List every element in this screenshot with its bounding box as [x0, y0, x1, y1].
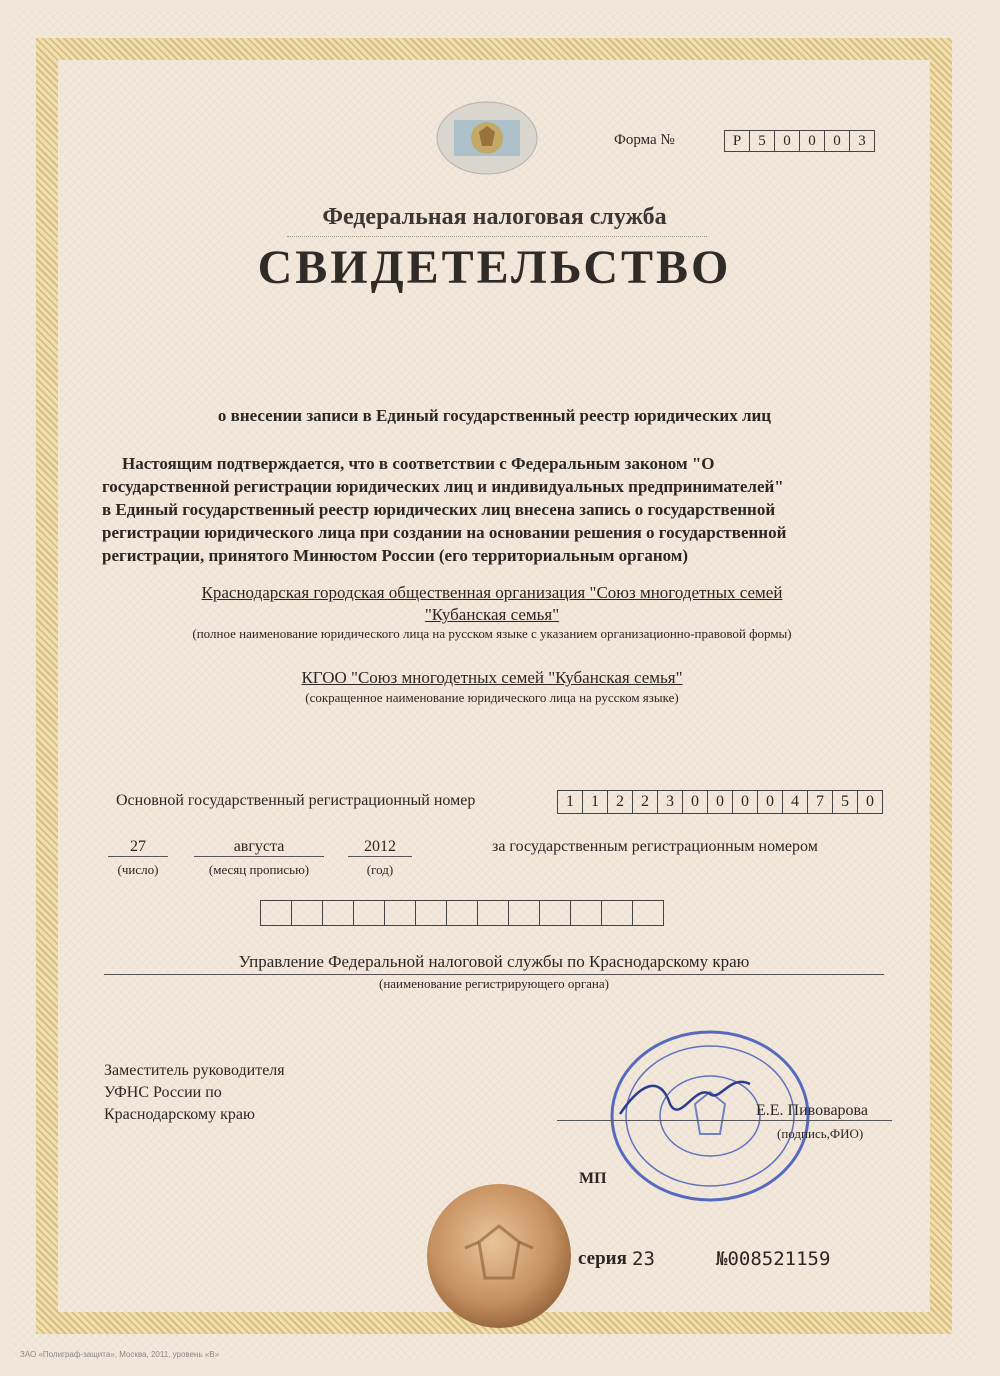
confirmation-line: регистрации, принятого Минюстом России (его территориальным органом) [102, 546, 689, 565]
ogrn-label: Основной государственный регистрационный номер [116, 792, 476, 809]
date-day-hint: (число) [117, 862, 159, 877]
ogrn-digit: 0 [683, 791, 708, 813]
series-label: серия [578, 1248, 627, 1269]
entity-full-name-line: Краснодарская городская общественная организация "Союз многодетных семей [201, 583, 783, 602]
agency-title: Федеральная налоговая служба [322, 204, 667, 230]
ogrn-digit: 2 [608, 791, 633, 813]
signer-name: Е.Е. Пивоварова [756, 1102, 868, 1119]
entity-full-name-hint: (полное наименование юридического лица на русском языке с указанием организационно-правовой формы) [192, 626, 792, 641]
date-year-hint: (год) [366, 862, 394, 877]
certificate-page [12, 12, 977, 1360]
ogrn-digit: 1 [558, 791, 583, 813]
signer-position [104, 1060, 285, 1126]
signature-hint: (подпись,ФИО) [777, 1126, 864, 1141]
form-code-cell: Р [725, 131, 750, 151]
ogrn-digit: 7 [808, 791, 833, 813]
ogrn-digit: 0 [708, 791, 733, 813]
signer-position-line: Заместитель руководителя [104, 1062, 285, 1079]
reg-number-cell [571, 901, 602, 925]
reg-number-cell [447, 901, 478, 925]
reg-number-cell [261, 901, 292, 925]
date-year: 2012 [348, 838, 412, 857]
signer-position-line: УФНС России по [104, 1084, 222, 1101]
confirmation-line: государственной регистрации юридических лиц и индивидуальных предпринимателей" [102, 477, 784, 496]
reg-number-cell [323, 901, 354, 925]
date-day: 27 [108, 838, 168, 857]
registering-authority-hint: (наименование регистрирующего органа) [378, 976, 609, 991]
ogrn-boxes [557, 790, 883, 814]
series-number: №008521159 [716, 1248, 831, 1270]
ogrn-digit: 1 [583, 791, 608, 813]
form-code-boxes [724, 130, 875, 152]
seal-place-label: МП [579, 1170, 607, 1187]
reg-number-cell [478, 901, 509, 925]
form-code-cell: 5 [750, 131, 775, 151]
ogrn-digit: 0 [866, 793, 874, 810]
signature-line [557, 1120, 892, 1121]
confirmation-line: в Единый государственный реестр юридических лиц внесена запись о государственной [102, 500, 776, 519]
hologram-emblem-icon [432, 98, 542, 178]
reg-number-cell [416, 901, 447, 925]
entity-short-name: КГОО "Союз многодетных семей "Кубанская семья" [301, 668, 683, 687]
form-code-cell: 0 [825, 131, 850, 151]
reg-number-cell [354, 901, 385, 925]
form-code-cell: 0 [800, 131, 825, 151]
series-value: 23 [632, 1248, 655, 1270]
document-subtitle: о внесении записи в Единый государственный реестр юридических лиц [217, 406, 772, 425]
ogrn-digit: 3 [658, 791, 683, 813]
date-month-hint: (месяц прописью) [208, 862, 310, 877]
entity-short-name-hint: (сокращенное наименование юридического лица на русском языке) [305, 690, 679, 705]
registering-authority: Управление Федеральной налоговой службы по Краснодарскому краю [104, 952, 884, 975]
form-label: Форма № [614, 132, 675, 148]
gold-seal-icon [425, 1182, 573, 1330]
form-code-cell: 0 [775, 131, 800, 151]
confirmation-line: регистрации юридического лица при создании на основании решения о государственной [102, 523, 787, 542]
reg-number-boxes [260, 900, 664, 926]
form-code-cell: 3 [858, 133, 866, 149]
document-title: СВИДЕТЕЛЬСТВО [257, 241, 732, 294]
reg-number-label: за государственным регистрационным номером [492, 838, 818, 855]
ogrn-digit: 5 [833, 791, 858, 813]
confirmation-line: Настоящим подтверждается, что в соответствии с Федеральным законом "О [122, 454, 715, 473]
signer-position-line: Краснодарскому краю [104, 1106, 255, 1123]
reg-number-cell [385, 901, 416, 925]
date-month: августа [194, 838, 324, 857]
ogrn-digit: 2 [633, 791, 658, 813]
confirmation-text [102, 452, 902, 567]
printer-imprint: ЗАО «Полиграф-защита», Москва, 2011, уровень «В» [20, 1350, 220, 1359]
reg-number-cell [540, 901, 571, 925]
entity-full-name [112, 582, 872, 626]
reg-number-cell [633, 901, 663, 925]
reg-number-cell [292, 901, 323, 925]
ogrn-digit: 4 [783, 791, 808, 813]
reg-number-cell [602, 901, 633, 925]
reg-number-cell [509, 901, 540, 925]
entity-full-name-line: "Кубанская семья" [424, 605, 560, 624]
ogrn-digit: 0 [758, 791, 783, 813]
ogrn-digit: 0 [733, 791, 758, 813]
title-divider [287, 236, 707, 237]
